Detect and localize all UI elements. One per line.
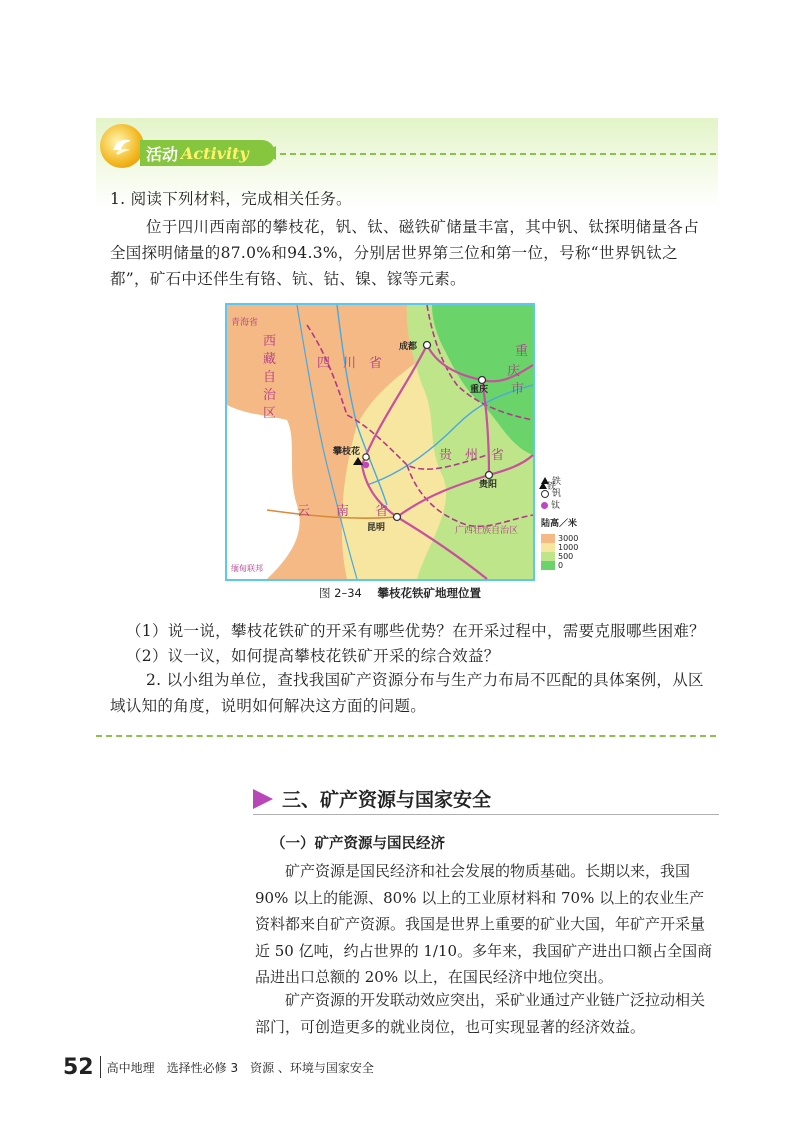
page-footer <box>63 1053 374 1081</box>
legend-elevation-scale <box>541 534 578 570</box>
map-vanadium-mine-icon <box>363 454 369 460</box>
legend-level-0: 0 <box>558 561 564 570</box>
map-label-guiyang: 贵阳 <box>479 480 498 490</box>
legend-iron-text: 铁 <box>552 477 562 487</box>
map-label-chongqing-1: 重 <box>515 344 529 359</box>
map-label-xizang-3: 自 <box>263 370 277 385</box>
legend-level-3000: 3000 <box>558 534 579 543</box>
map-label-xizang-4: 治 <box>263 388 277 403</box>
map-label-chongqing-2: 庆 <box>507 364 521 379</box>
legend-titanium-icon <box>541 502 548 509</box>
dashed-divider-bottom <box>96 735 716 737</box>
figure-title: 攀枝花铁矿地理位置 <box>377 586 481 600</box>
figure-number: 图 2–34 <box>318 586 362 600</box>
legend-iron-icon <box>541 477 549 484</box>
map-city-chongqing-marker <box>479 377 486 384</box>
page-number: 52 <box>63 1054 94 1080</box>
subsection-title: （一）矿产资源与国民经济 <box>271 836 445 852</box>
legend-vanadium-text: 钒 <box>552 489 562 499</box>
map-label-yunnan: 云 南 省 <box>297 504 389 519</box>
legend-levels <box>558 534 578 570</box>
map-label-panzhihua: 攀枝花 <box>333 447 361 457</box>
legend-iron-label: 铁 <box>547 482 557 492</box>
legend-panel <box>541 476 578 570</box>
legend-vanadium-row <box>541 488 578 500</box>
map-city-guiyang-marker <box>486 472 493 479</box>
map-label-guizhou: 贵 州 省 <box>439 448 505 463</box>
figure-caption <box>0 585 800 601</box>
activity-label <box>140 140 275 166</box>
map-label-kunming: 昆明 <box>367 523 386 533</box>
legend-vanadium-icon <box>541 490 549 498</box>
task-2: 2. 以小组为单位，查找我国矿产资源分布与生产力布局不匹配的具体案例，从区域认知的角度，说明如何解决这方面的问题。 <box>110 671 704 715</box>
activity-badge-icon <box>100 124 144 168</box>
task-1: 1. 阅读下列材料，完成相关任务。 <box>110 190 352 208</box>
map-city-kunming-marker <box>394 514 401 521</box>
map-label-xizang-5: 区 <box>263 406 277 421</box>
legend-color-ramp <box>541 534 555 570</box>
legend-iron-row <box>541 476 578 488</box>
section-title: 三、矿产资源与国家安全 <box>282 789 492 811</box>
legend-level-1000: 1000 <box>558 543 579 552</box>
body-paragraph-1: 矿产资源是国民经济和社会发展的物质基础。长期以来，我国90% 以上的能源、80% 以上的工业原材料和 70% 以上的农业生产资料都来自矿产资源。我国是世界上重要的矿业大国，年矿产开采量近 50 亿吨，约占世界的 1/10。多年来，我国矿产进出口额占全国商品进出口总额的 20% 以上，在国民经济中地位突出。 <box>255 862 713 987</box>
material-paragraph: 位于四川西南部的攀枝花，钒、钛、磁铁矿储量丰富，其中钒、钛探明储量各占全国探明储量的87.0%和94.3%，分别居世界第三位和第一位，号称“世界钒钛之都”，矿石中还伴生有铬、钪、钴、镍、镓等元素。 <box>110 218 700 288</box>
body-paragraph-2: 矿产资源的开发联动效应突出，采矿业通过产业链广泛拉动相关部门，可创造更多的就业岗位，也可实现显著的经济效益。 <box>255 991 706 1036</box>
book-title: 高中地理 选择性必修 3 资源 、环境与国家安全 <box>106 1060 374 1075</box>
map-label-qinghai: 青海省 <box>231 318 259 328</box>
map-label-chongqing-city: 重庆 <box>470 385 489 395</box>
map-label-chengdu: 成都 <box>399 342 418 352</box>
dashed-divider-top <box>280 153 716 155</box>
legend-titanium-text: 钛 <box>551 501 561 511</box>
section-arrow-icon <box>253 789 273 809</box>
map-label-xizang-1: 西 <box>263 334 277 349</box>
section-underline <box>253 814 719 815</box>
map-outside-area <box>227 405 300 579</box>
activity-label-cn: 活动 <box>146 144 179 164</box>
map-label-chongqing-3: 市 <box>511 382 525 397</box>
activity-label-en: Activity <box>181 143 249 163</box>
footer-separator <box>100 1056 101 1078</box>
activity-arrow-icon <box>262 146 276 160</box>
legend-elevation-title: 陆高／米 <box>541 519 578 529</box>
map-titanium-mine-icon <box>363 462 369 468</box>
map-label-myanmar: 缅甸联邦 <box>231 564 263 573</box>
question-2: （2）议一议，如何提高攀枝花铁矿开采的综合效益？ <box>126 647 500 665</box>
map-city-chengdu-marker <box>424 342 431 349</box>
map-label-sichuan: 四 川 省 <box>317 356 383 371</box>
legend-level-500: 500 <box>558 552 574 561</box>
map-label-guangxi: 广西壮族自治区 <box>455 526 519 536</box>
legend-titanium-row <box>541 500 578 512</box>
panzhihua-map <box>225 303 557 581</box>
map-label-xizang-2: 藏 <box>263 352 277 367</box>
question-1: （1）说一说，攀枝花铁矿的开采有哪些优势？在开采过程中，需要克服哪些困难？ <box>126 622 705 640</box>
